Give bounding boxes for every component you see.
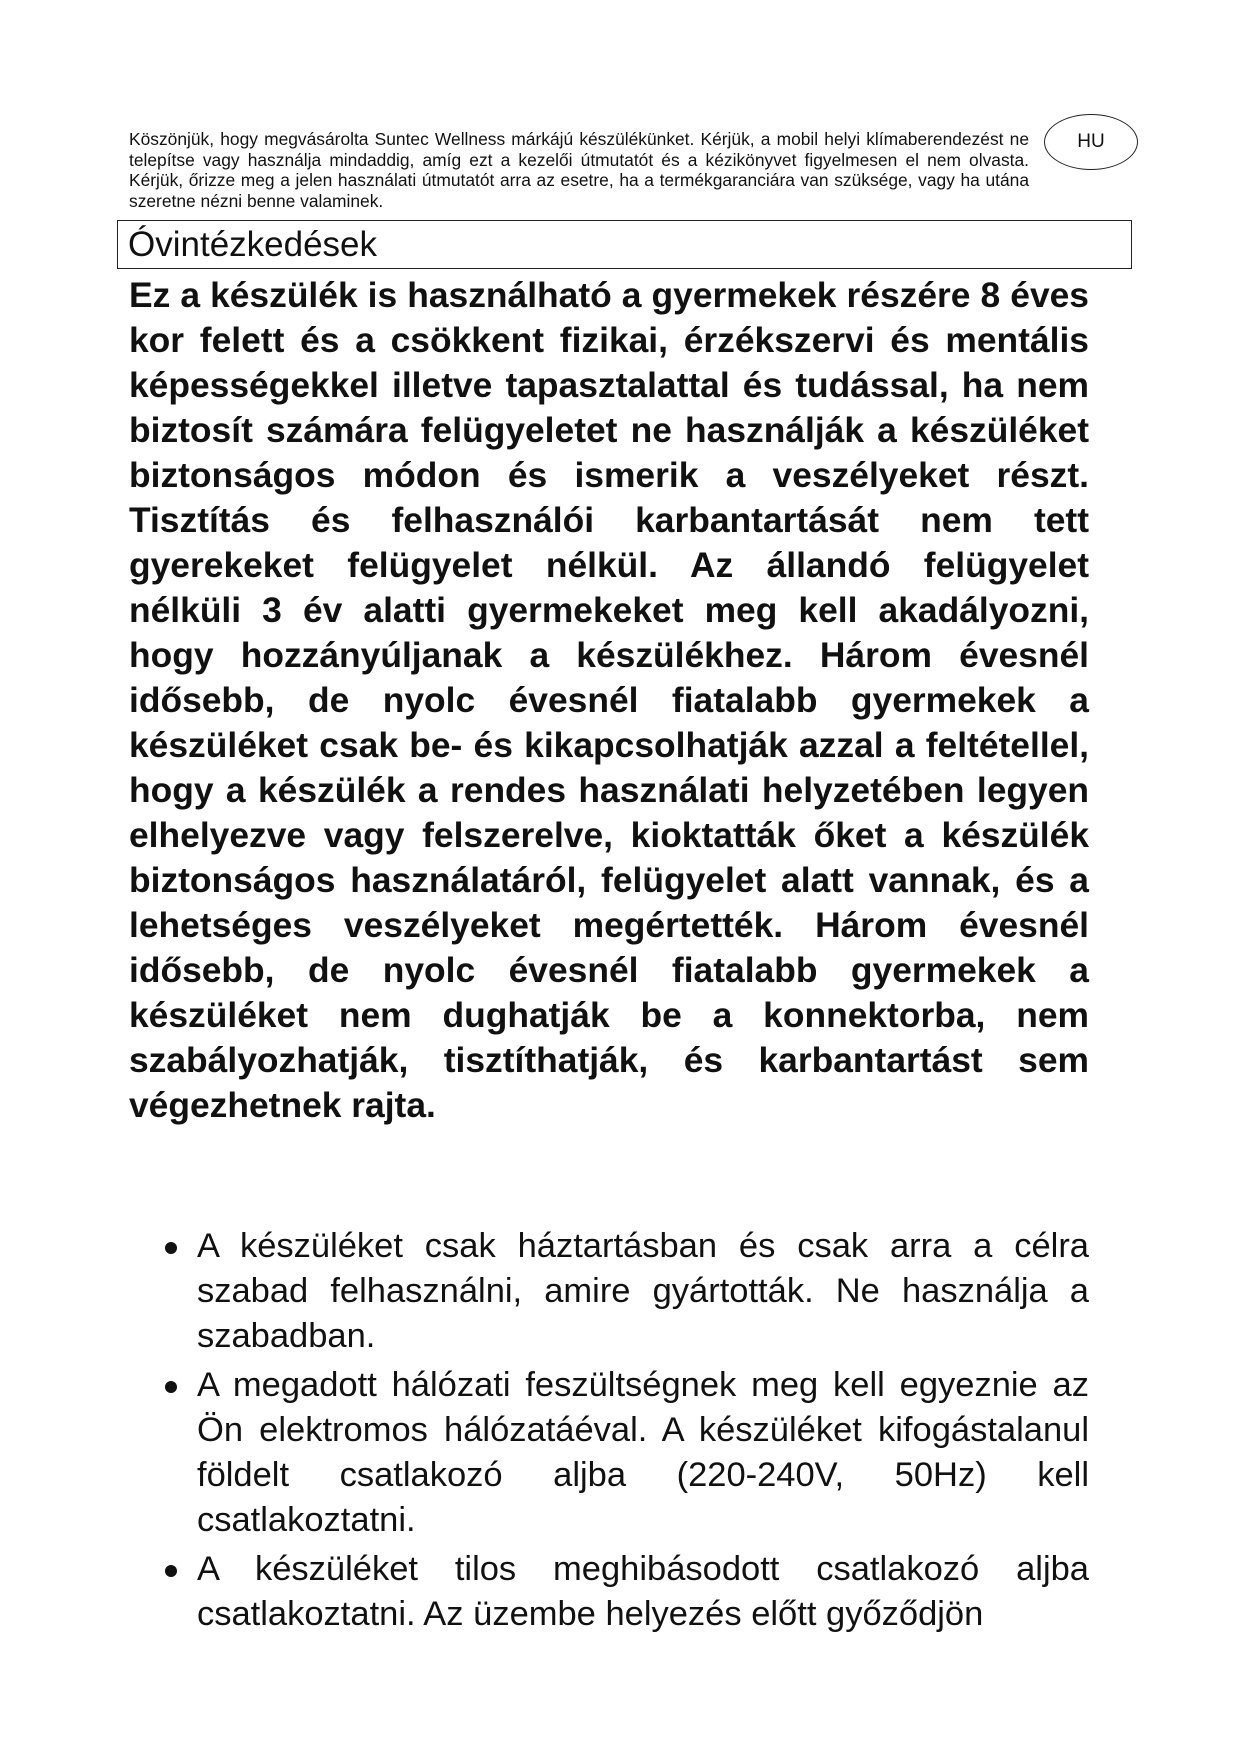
list-item-text: A készüléket tilos meghibásodott csatlakozó aljba csatlakoztatni. Az üzembe helyezés előtt győződjön <box>197 1550 1089 1633</box>
language-badge <box>1044 114 1138 170</box>
precautions-list <box>129 1224 1089 1641</box>
bullet-icon <box>165 1242 177 1254</box>
list-item <box>129 1547 1089 1637</box>
list-item-text: A megadott hálózati feszültségnek meg kell egyeznie az Ön elektromos hálózatáéval. A készüléket kifogástalanul földelt csatlakozó aljba (220-240V, 50Hz) kell csatlakoztatni. <box>197 1366 1089 1539</box>
bullet-icon <box>165 1381 177 1393</box>
section-title: Óvintézkedések <box>128 225 378 264</box>
list-item <box>129 1224 1089 1359</box>
language-badge-label: HU <box>1077 131 1105 152</box>
list-item <box>129 1363 1089 1543</box>
intro-paragraph: Köszönjük, hogy megvásárolta Suntec Wellness márkájú készülékünket. Kérjük, a mobil helyi klímaberendezést ne telepítse vagy használja mindaddig, amíg ezt a kezelői útmutatót és a kézikönyvet figyelmesen el nem olvasta. Kérjük, őrizze meg a jelen használati útmutatót arra az esetre, ha a termékgaranciára van szüksége, vagy ha utána szeretne nézni benne valaminek. <box>129 129 1029 211</box>
bullet-icon <box>165 1565 177 1577</box>
warning-paragraph: Ez a készülék is használható a gyermekek részére 8 éves kor felett és a csökkent fizikai, érzékszervi és mentális képességekkel illetve tapasztalattal és tudással, ha nem biztosít számára felügyeletet ne használják a készüléket biztonságos módon és ismerik a veszélyeket részt. Tisztítás és felhasználói karbantartását nem tett gyerekeket felügyelet nélkül. Az állandó felügyelet nélküli 3 év alatti gyermekeket meg kell akadályozni, hogy hozzányúljanak a készülékhez. Három évesnél idősebb, de nyolc évesnél fiatalabb gyermekek a készüléket csak be- és kikapcsolhatják azzal a feltétellel, hogy a készülék a rendes használati helyzetében legyen elhelyezve vagy felszerelve, kioktatták őket a készülék biztonságos használatáról, felügyelet alatt vannak, és a lehetséges veszélyeket megértették. Három évesnél idősebb, de nyolc évesnél fiatalabb gyermekek a készüléket nem dughatják be a konnektorba, nem szabályozhatják, tisztíthatják, és karbantartást sem végezhetnek rajta. <box>129 275 1089 1125</box>
list-item-text: A készüléket csak háztartásban és csak arra a célra szabad felhasználni, amire gyártották. Ne használja a szabadban. <box>197 1227 1089 1355</box>
